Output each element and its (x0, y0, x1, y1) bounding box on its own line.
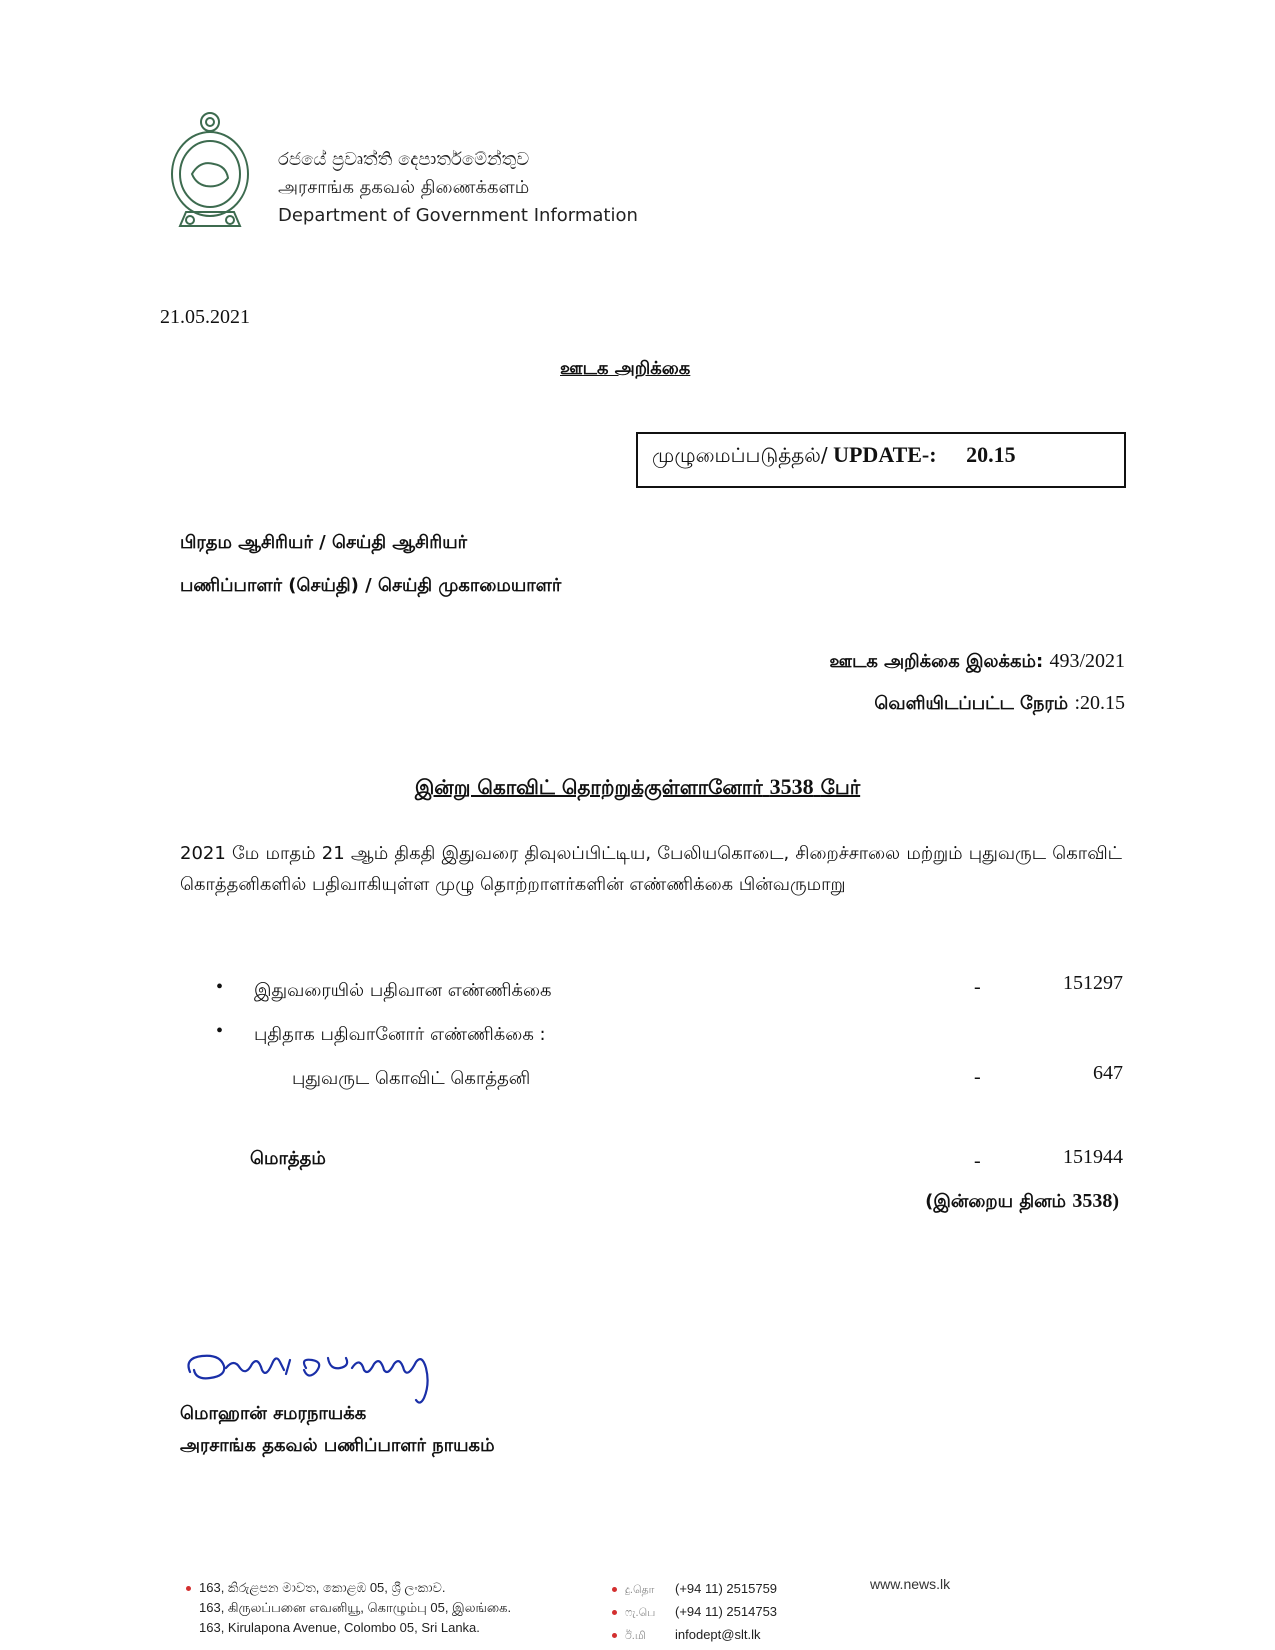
footer-address (186, 1578, 511, 1638)
row-value-total-to-date: 151297 (1063, 972, 1123, 994)
footer-contact (612, 1578, 777, 1647)
release-title-text: இன்று கொவிட் தொற்றுக்குள்ளானோர் (414, 775, 763, 799)
update-label: முழுமைப்படுத்தல்/ (652, 443, 828, 467)
today-value: 3538) (1072, 1190, 1119, 1212)
today-label: (இன்றைய தினம் (925, 1191, 1067, 1212)
footer-phone: (+94 11) 2515759 (675, 1581, 778, 1596)
release-time: :20.15 (1074, 692, 1125, 714)
reference-line (829, 650, 1125, 674)
row-dash: - (974, 976, 981, 998)
phone-label: දු.தொ (625, 1584, 655, 1596)
update-label-en: UPDATE-: (833, 442, 937, 467)
footer-bullet-icon (612, 1587, 617, 1592)
footer-bullet-icon (612, 1610, 617, 1615)
bullet-icon: • (216, 1020, 224, 1042)
row-label-new-cases: புதிதாக பதிவானோர் எண்ணிக்கை : (254, 1024, 546, 1045)
footer-address-english: 163, Kirulapona Avenue, Colombo 05, Sri Lanka. (199, 1620, 480, 1635)
row-dash: - (974, 1066, 981, 1088)
reference-label: ஊடக அறிக்கை இலக்கம்: (829, 651, 1044, 672)
body-paragraph: 2021 மே மாதம் 21 ஆம் திகதி இதுவரை திவுலப்பிட்டிய, பேலியகொடை, சிறைச்சாலை மற்றும் புதுவருட கொவிட் கொத்தனிகளில் பதிவாகியுள்ள முழு தொற்றாளர்களின் எண்ணிக்கை பின்வருமாறு (180, 843, 1122, 895)
footer-bullet-icon (186, 1586, 191, 1591)
row-label-new-year-cluster: புதுவருட கொவிட் கொத்தனி (292, 1068, 531, 1089)
release-title-suffix: பேர் (820, 775, 861, 799)
release-title (0, 774, 1275, 802)
signature-image (180, 1340, 470, 1410)
department-name-tamil: அரசாங்க தகவல் திணைக்களம் (278, 177, 530, 198)
total-value: 151944 (1063, 1146, 1123, 1168)
footer-bullet-icon (612, 1633, 617, 1638)
footer-address-tamil: 163, கிருலப்பனை எவனியூ, கொழும்பு 05, இலங்கை. (199, 1600, 512, 1615)
department-name (278, 146, 638, 230)
total-dash: - (974, 1150, 981, 1172)
release-time-line (874, 692, 1125, 716)
footer-address-sinhala: 163, කිරුළපන මාවත, කොළඹ 05, ශ්‍රී ලංකාව. (199, 1580, 446, 1595)
email-label: ඊ.மி (625, 1630, 646, 1642)
row-value-new-year-cluster: 647 (1093, 1062, 1123, 1084)
government-emblem-icon (166, 108, 254, 232)
signatory-name: மொஹான் சமரநாயக்க (180, 1403, 367, 1424)
total-label: மொத்தம் (250, 1148, 326, 1169)
footer-website-link[interactable]: www.news.lk (870, 1576, 951, 1592)
release-heading: ஊடக அறிக்கை (560, 358, 691, 379)
footer-fax: (+94 11) 2514753 (675, 1604, 778, 1619)
department-name-english: Department of Government Information (278, 205, 638, 226)
document-date: 21.05.2021 (160, 306, 250, 328)
update-value: 20.15 (966, 442, 1016, 467)
footer-email[interactable]: infodept@slt.lk (675, 1627, 761, 1642)
update-line (652, 442, 1016, 470)
fax-label: ෆැ.பெ (625, 1607, 656, 1619)
row-label-total-to-date: இதுவரையில் பதிவான எண்ணிக்கை (254, 980, 552, 1001)
signatory-title: அரசாங்க தகவல் பணிப்பாளர் நாயகம் (180, 1435, 495, 1456)
release-time-label: வெளியிடப்பட்ட நேரம் (874, 693, 1069, 714)
addressee-line-2: பணிப்பாளர் (செய்தி) / செய்தி முகாமையாளர் (180, 575, 562, 596)
release-title-count: 3538 (769, 774, 814, 799)
addressee-line-1: பிரதம ஆசிரியர் / செய்தி ஆசிரியர் (180, 532, 468, 553)
bullet-icon: • (216, 976, 224, 998)
reference-number: 493/2021 (1049, 650, 1125, 672)
department-name-sinhala: රජයේ ප්‍රවෘත්ති දෙපාර්තමේන්තුව (278, 149, 530, 170)
today-count (925, 1190, 1119, 1214)
